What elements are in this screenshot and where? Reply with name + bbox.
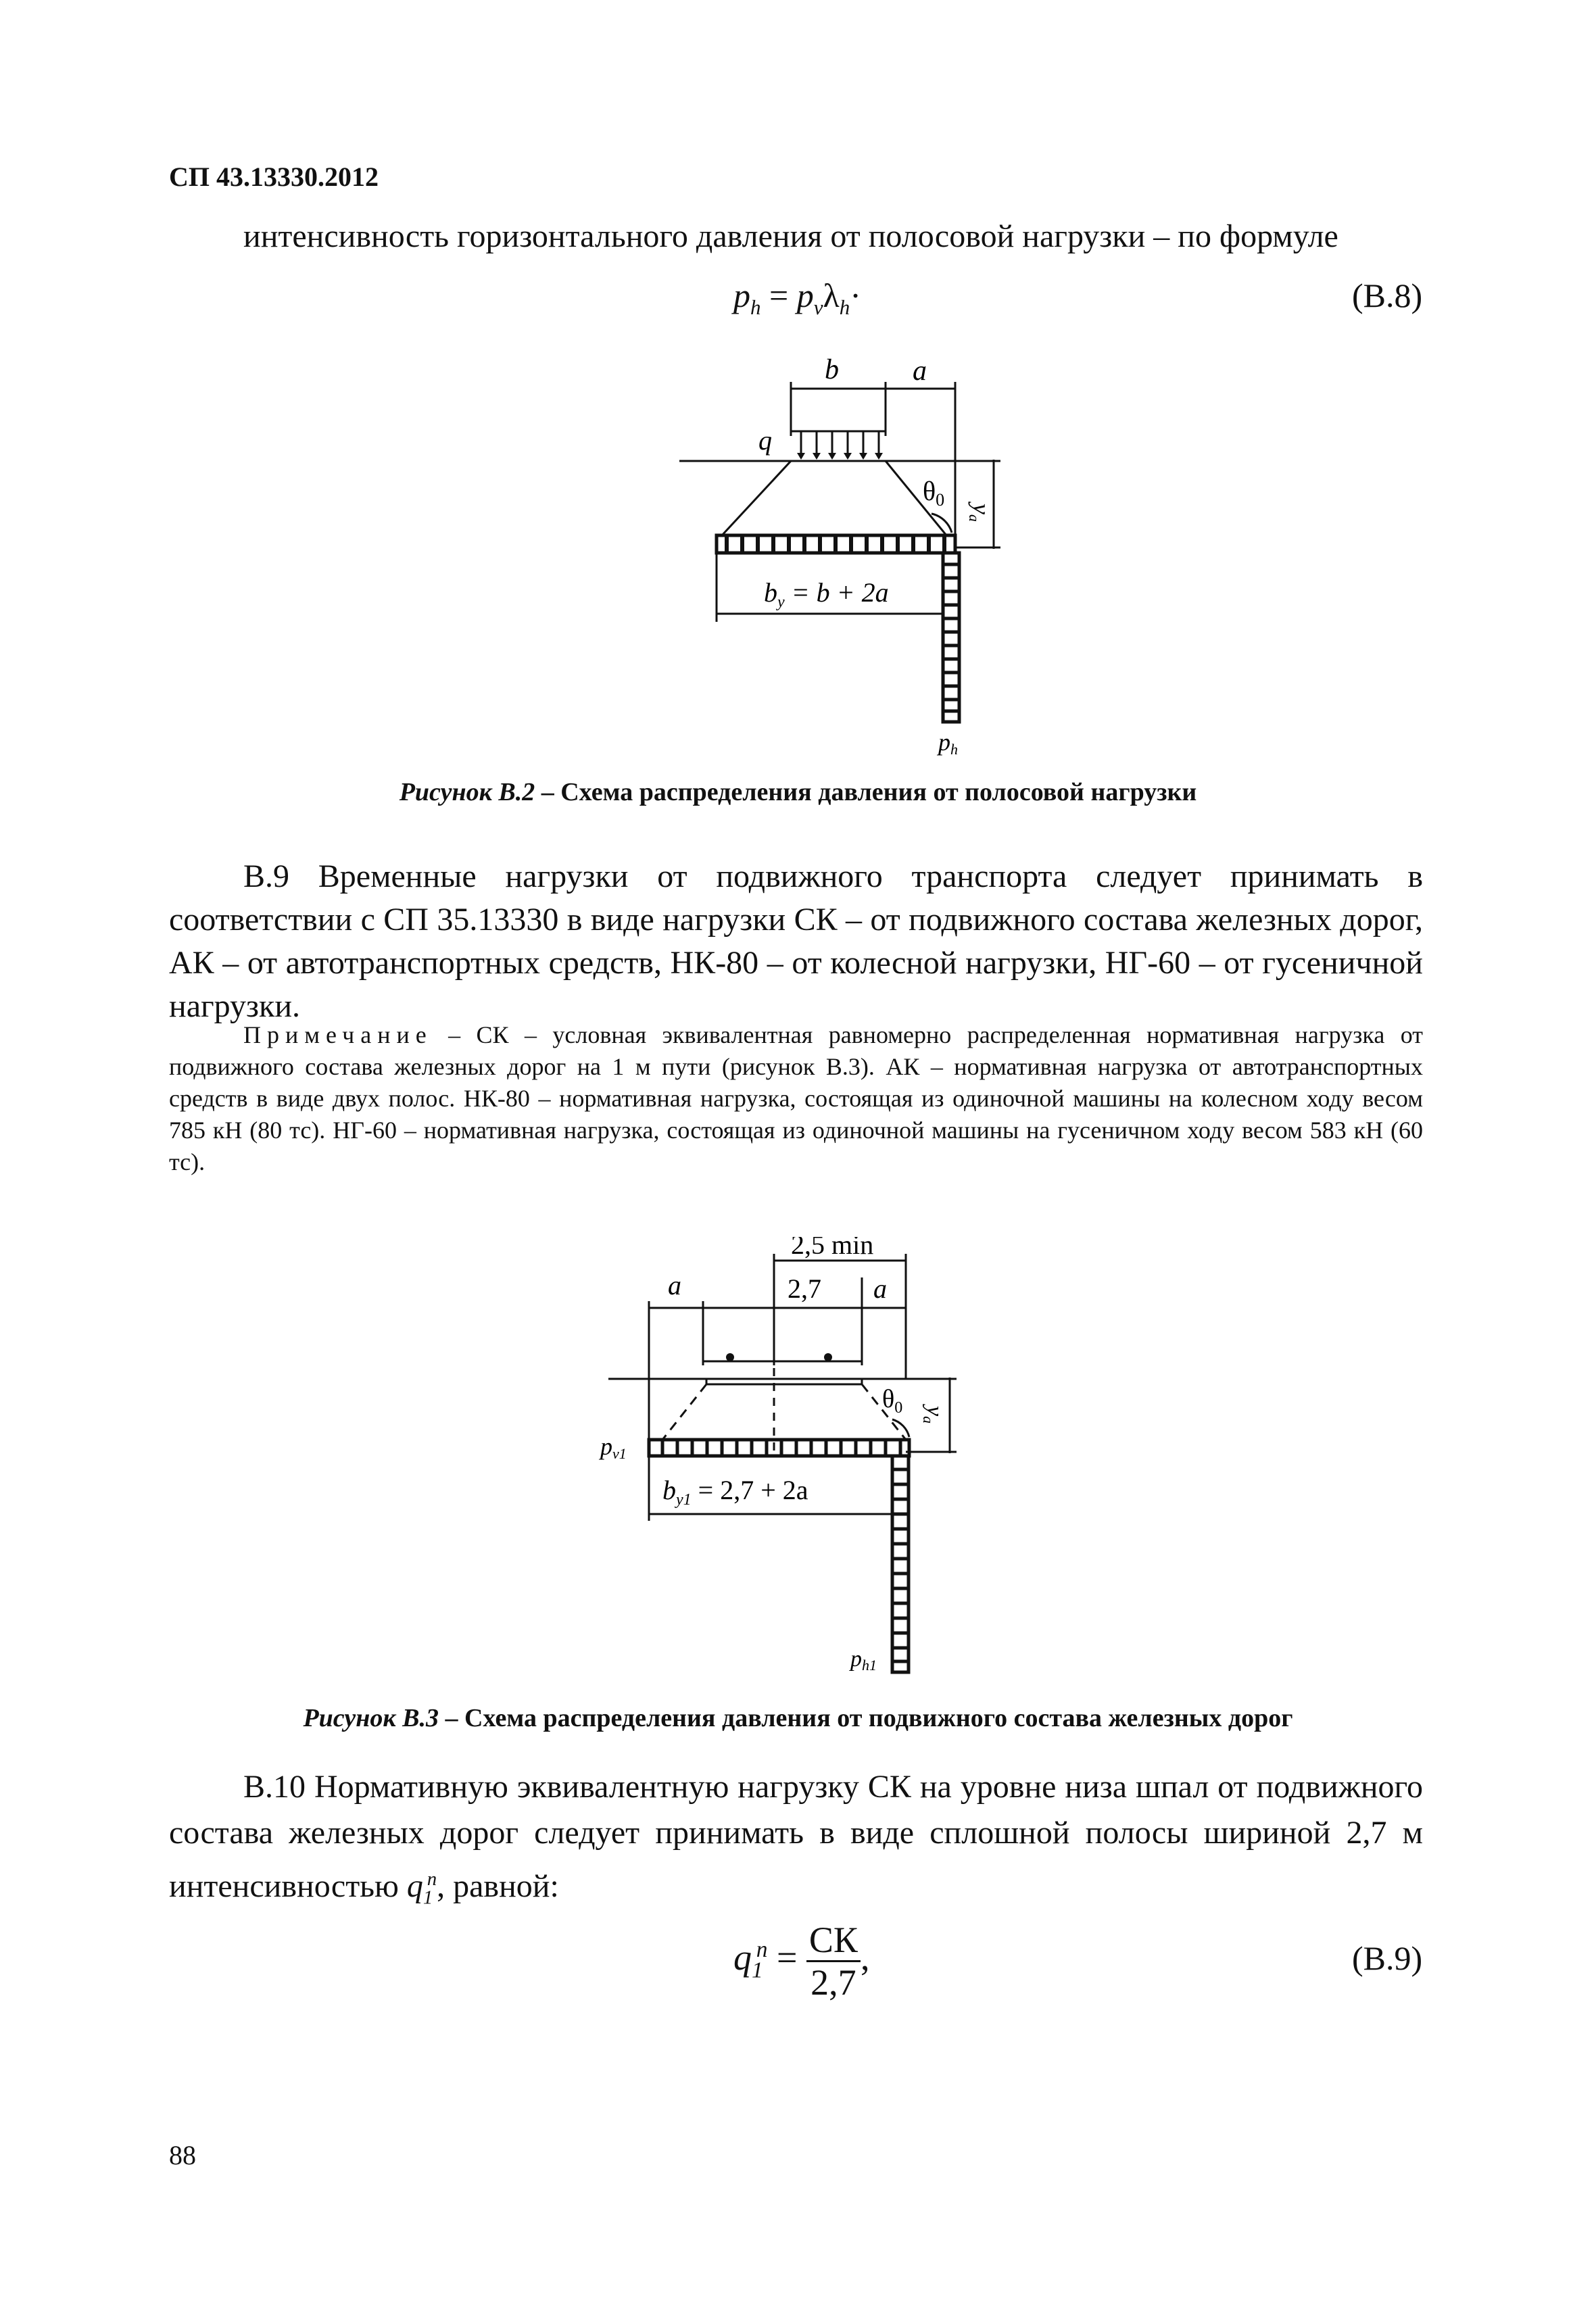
formula-b8-rhs-sub: v: [813, 295, 823, 319]
fig3-label-25min: 2,5 min: [791, 1237, 874, 1260]
formula-b9-numerator: СК: [806, 1920, 861, 1962]
formula-b9-lhs-sup: n: [756, 1936, 768, 1962]
formula-b9-end: ,: [860, 1936, 870, 1978]
formula-b8-lambda: λ: [823, 276, 840, 314]
fig3-label-ph1: ph1: [850, 1647, 877, 1674]
fig2-label-by: $b_y = b + 2a$: [764, 577, 889, 611]
formula-b8-lhs: p: [733, 276, 750, 314]
fig2-label-theta: $\theta_0$: [923, 476, 945, 510]
note-text: – СК – условная эквивалентная равномерно распределенная нормативная нагрузка от подвижного состава железных дорог на 1 м пути (рисунок В.3). АК – нормативная нагрузка от автотранспортных средств в виде двух полос. НК-80 – нормативная нагрузка, состоящая из одиночной машины на колесном ходу весом 785 кН (80 тс). НГ-60 – нормативная нагрузка, состоящая из одиночной машины на гусеничном ходу весом 583 кН (60 тс).: [169, 1021, 1423, 1175]
fig3-label-a1: a: [668, 1270, 681, 1300]
formula-b9-lhs-sub: 1: [752, 1957, 763, 1983]
fig3-label-ya: ya: [920, 1406, 947, 1424]
formula-b8: [733, 276, 861, 320]
figure-b2-caption-text: – Схема распределения давления от полосовой нагрузки: [535, 778, 1197, 806]
fig2-label-q: q: [758, 425, 772, 456]
figure-b3-diagram: [595, 1237, 973, 1683]
intro-line: интенсивность горизонтального давления от полосовой нагрузки – по формуле: [243, 218, 1338, 254]
figure-b2-caption: [0, 777, 1596, 807]
note-block: [169, 1019, 1423, 1178]
formula-b9-denominator: 2,7: [811, 1962, 856, 2003]
fig3-label-27: 2,7: [788, 1273, 821, 1304]
formula-b8-eq: =: [760, 276, 797, 314]
formula-b9: [733, 1920, 869, 2003]
note-label: Примечание: [243, 1021, 433, 1048]
formula-b9-fraction: [806, 1920, 861, 2003]
formula-b8-lhs-sub: h: [750, 295, 761, 319]
formula-b9-lhs: q: [733, 1936, 752, 1978]
fig2-label-ya: ya: [966, 504, 995, 522]
page-number: 88: [169, 2140, 196, 2170]
paragraph-b10-text1: В.10 Нормативную эквивалентную нагрузку СК на уровне низа шпал от подвижного состава железных дорог следует принимать в виде сплошной полосы шириной 2,7 м интенсивностью: [169, 1769, 1423, 1904]
fig3-label-pv1: pv1: [600, 1433, 627, 1462]
figure-b2-caption-label: Рисунок В.2: [399, 778, 535, 806]
figure-b2-diagram: [662, 358, 1014, 757]
formula-b8-end: ·: [850, 276, 861, 314]
fig2-label-a: a: [913, 358, 927, 387]
paragraph-b10: [169, 1764, 1423, 1921]
paragraph-b9: В.9 Временные нагрузки от подвижного транспорта следует принимать в соответствии с СП 35.13330 в виде нагрузки СК – от подвижного состава железных дорог, АК – от автотранспортных средств, НК-80 – от колесной нагрузки, НГ-60 – от гусеничной нагрузки.: [169, 858, 1423, 1024]
fig3-label-by1: $b_{y1} = 2,7 + 2a$: [662, 1475, 808, 1509]
fig3-label-theta: $\theta_0$: [882, 1385, 903, 1417]
paragraph-b10-q: $q_1^n$: [406, 1868, 437, 1909]
figure-b3-caption-label: Рисунок В.3: [303, 1704, 439, 1732]
formula-b9-eq: =: [767, 1936, 806, 1978]
fig2-label-b: b: [825, 358, 839, 385]
figure-b3-caption-text: – Схема распределения давления от подвижного состава железных дорог: [438, 1704, 1293, 1732]
formula-b8-lambda-sub: h: [839, 295, 850, 319]
fig2-label-ph: ph: [938, 729, 958, 757]
formula-b8-rhs: p: [796, 276, 814, 314]
formula-b8-number: (В.8): [1352, 276, 1423, 314]
fig3-label-a2: a: [873, 1273, 887, 1304]
paragraph-b10-text2: , равной:: [437, 1868, 559, 1904]
document-header: СП 43.13330.2012: [169, 162, 379, 192]
figure-b3-caption: [0, 1703, 1596, 1733]
formula-b9-number: (В.9): [1352, 1939, 1423, 1977]
